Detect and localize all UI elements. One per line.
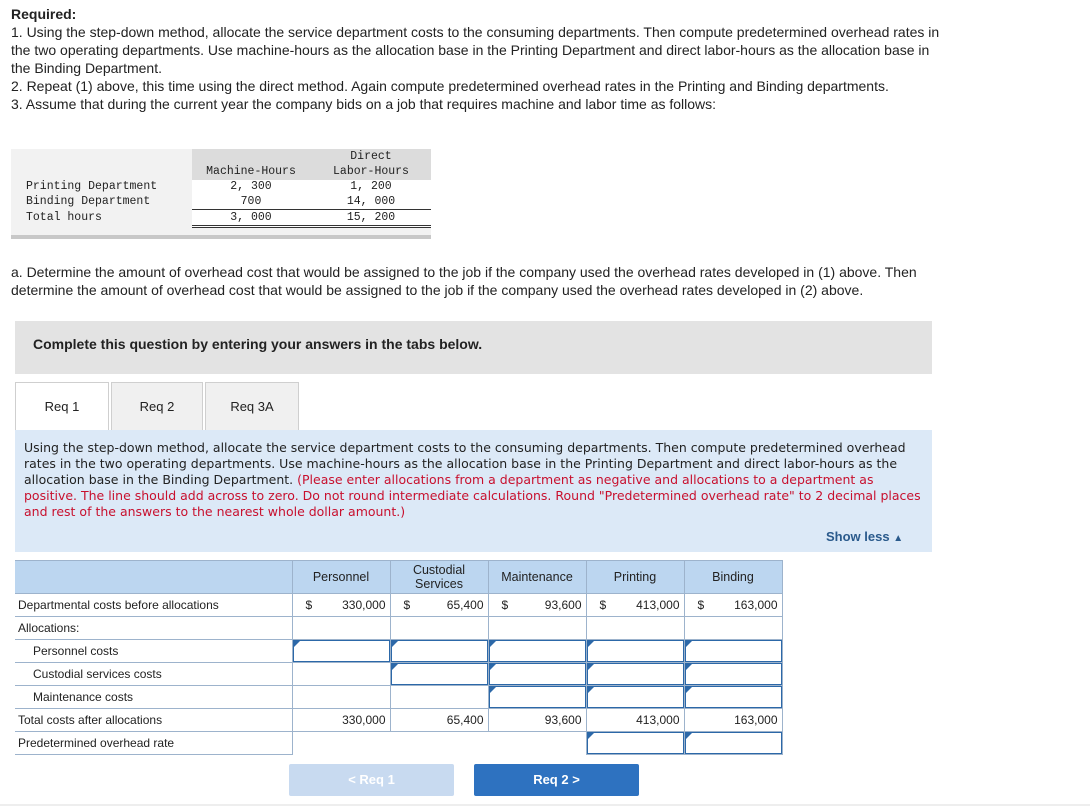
total-printing: 413,000 (586, 709, 684, 732)
alloc-blank-1 (292, 617, 390, 640)
personnel-alloc-binding[interactable] (684, 640, 782, 663)
direct-header: Direct (350, 150, 392, 163)
row-label-rate: Predetermined overhead rate (15, 732, 292, 755)
caret-up-icon: ▲ (893, 533, 904, 544)
double-underline-2 (192, 227, 431, 228)
custodial-alloc-custodial-input[interactable] (391, 663, 488, 685)
complete-banner-text: Complete this question by entering your answers in the tabs below. (33, 336, 483, 352)
custodial-alloc-binding-input[interactable] (685, 663, 782, 685)
row-label-personnel: Personnel costs (15, 640, 292, 663)
custodial-alloc-maintenance[interactable] (488, 663, 586, 686)
maintenance-alloc-binding-input[interactable] (685, 686, 782, 708)
col-personnel: Personnel (292, 561, 390, 594)
labor-hours-header: Labor-Hours (333, 165, 409, 178)
panel-instruction-text: Using the step-down method, allocate the service department costs to the consuming departments. Then compute predetermined overhead rates in the two operating departments. Use machine-hours as the allocation base in the Printing Department and direct labor-hours as the allocation base in the Binding Department. (24, 440, 906, 487)
rate-printing-input[interactable] (587, 732, 684, 754)
rate-printing[interactable] (586, 732, 684, 755)
maintenance-alloc-printing[interactable] (586, 686, 684, 709)
show-less-label: Show less (826, 529, 890, 544)
allocation-header-row (15, 561, 782, 594)
maintenance-alloc-personnel (292, 686, 390, 709)
printing-machine-hours: 2, 300 (230, 180, 272, 193)
alloc-blank-5 (684, 617, 782, 640)
rate-blank-1 (292, 732, 390, 755)
personnel-alloc-printing[interactable] (586, 640, 684, 663)
alloc-blank-4 (586, 617, 684, 640)
before-maintenance: $ 93,600 (488, 594, 586, 617)
row-custodial-costs (15, 663, 782, 686)
custodial-alloc-printing[interactable] (586, 663, 684, 686)
printing-labor-hours: 1, 200 (350, 180, 392, 193)
row-label-allocations: Allocations: (15, 617, 292, 640)
personnel-alloc-binding-input[interactable] (685, 640, 782, 662)
personnel-alloc-maintenance-input[interactable] (489, 640, 586, 662)
personnel-alloc-maintenance[interactable] (488, 640, 586, 663)
complete-banner (15, 321, 932, 374)
personnel-alloc-custodial-input[interactable] (391, 640, 488, 662)
panel-instruction-note: (Please enter allocations from a department as negative and allocations to a department as positive. The line should add across to zero. Do not round intermediate calculations. Round "Predetermined overhead rate" to 2 decimal places and rest of the answers to the nearest whole dollar amount.) (24, 472, 921, 519)
header-blank (15, 561, 292, 594)
required-heading: Required: (11, 6, 77, 22)
req-1-panel (15, 430, 932, 552)
maintenance-alloc-custodial (390, 686, 488, 709)
row-allocations-heading (15, 617, 782, 640)
binding-labor-hours: 14, 000 (346, 195, 396, 208)
total-labor-hours: 15, 200 (346, 211, 396, 224)
chevron-right-icon: > (572, 772, 580, 787)
custodial-alloc-custodial[interactable] (390, 663, 488, 686)
total-hours-label: Total hours (26, 211, 102, 224)
chevron-left-icon: < (348, 772, 356, 787)
maintenance-alloc-printing-input[interactable] (587, 686, 684, 708)
instruction-3: 3. Assume that during the current year the company bids on a job that requires machine and labor time as follows: (11, 96, 717, 112)
job-hours-table (11, 149, 431, 239)
next-req-button[interactable] (474, 764, 639, 796)
custodial-alloc-binding[interactable] (684, 663, 782, 686)
maintenance-alloc-maintenance[interactable] (488, 686, 586, 709)
row-personnel-costs (15, 640, 782, 663)
total-machine-hours: 3, 000 (230, 211, 272, 224)
row-costs-before (15, 594, 782, 617)
tab-req-1[interactable]: Req 1 (15, 382, 109, 432)
required-instructions (11, 23, 946, 113)
rate-binding-input[interactable] (685, 732, 782, 754)
maintenance-alloc-binding[interactable] (684, 686, 782, 709)
instruction-1: 1. Using the step-down method, allocate the service department costs to the consuming departments. Then compute predetermined overhead rates in the two operating departments. Use machine-hours as the allocation base in the Printing Department and direct labor-hours as the allocation base in the Binding Department. (11, 24, 940, 76)
personnel-alloc-printing-input[interactable] (587, 640, 684, 662)
row-label-before: Departmental costs before allocations (15, 594, 292, 617)
show-less-link[interactable] (826, 529, 903, 544)
row-label-maintenance: Maintenance costs (15, 686, 292, 709)
col-maintenance: Maintenance (488, 561, 586, 594)
next-req-label: Req 2 (533, 772, 569, 787)
question-a: a. Determine the amount of overhead cost that would be assigned to the job if the company used the overhead rates developed in (1) above. Then determine the amount of overhead cost that would be assigned to the job if the company used the overhead rates developed in (2) above. (11, 264, 917, 298)
total-custodial: 65,400 (390, 709, 488, 732)
custodial-alloc-personnel (292, 663, 390, 686)
personnel-alloc-personnel[interactable] (292, 640, 390, 663)
custodial-alloc-printing-input[interactable] (587, 663, 684, 685)
alloc-blank-2 (390, 617, 488, 640)
row-label-custodial: Custodial services costs (15, 663, 292, 686)
prev-req-label: Req 1 (359, 772, 395, 787)
instruction-2: 2. Repeat (1) above, this time using the direct method. Again compute predetermined overhead rates in the Printing and Binding departments. (11, 78, 889, 94)
tab-req-2[interactable]: Req 2 (111, 382, 203, 430)
custodial-alloc-maintenance-input[interactable] (489, 663, 586, 685)
binding-machine-hours: 700 (240, 195, 262, 208)
before-binding: $ 163,000 (684, 594, 782, 617)
before-printing: $ 413,000 (586, 594, 684, 617)
before-personnel: $ 330,000 (292, 594, 390, 617)
total-binding: 163,000 (684, 709, 782, 732)
col-binding: Binding (684, 561, 782, 594)
col-custodial-services: Custodial Services (390, 561, 488, 594)
total-maintenance: 93,600 (488, 709, 586, 732)
rate-binding[interactable] (684, 732, 782, 755)
col-printing: Printing (586, 561, 684, 594)
allocation-table (15, 560, 783, 755)
personnel-alloc-custodial[interactable] (390, 640, 488, 663)
panel-instructions (24, 440, 924, 520)
personnel-alloc-personnel-input[interactable] (293, 640, 390, 662)
tab-req-3a[interactable]: Req 3A (205, 382, 299, 430)
row-maintenance-costs (15, 686, 782, 709)
bottom-divider (0, 804, 1090, 806)
row-overhead-rate (15, 732, 782, 755)
hours-table-footer (11, 235, 431, 239)
double-underline-1 (192, 225, 431, 226)
row-total-after (15, 709, 782, 732)
machine-hours-header: Machine-Hours (206, 165, 296, 178)
prev-req-button[interactable] (289, 764, 454, 796)
binding-dept-label: Binding Department (26, 195, 151, 208)
total-personnel: 330,000 (292, 709, 390, 732)
maintenance-alloc-maintenance-input[interactable] (489, 686, 586, 708)
before-custodial: $ 65,400 (390, 594, 488, 617)
rate-blank-2 (390, 732, 488, 755)
row-label-total: Total costs after allocations (15, 709, 292, 732)
rate-blank-3 (488, 732, 586, 755)
alloc-blank-3 (488, 617, 586, 640)
printing-dept-label: Printing Department (26, 180, 158, 193)
